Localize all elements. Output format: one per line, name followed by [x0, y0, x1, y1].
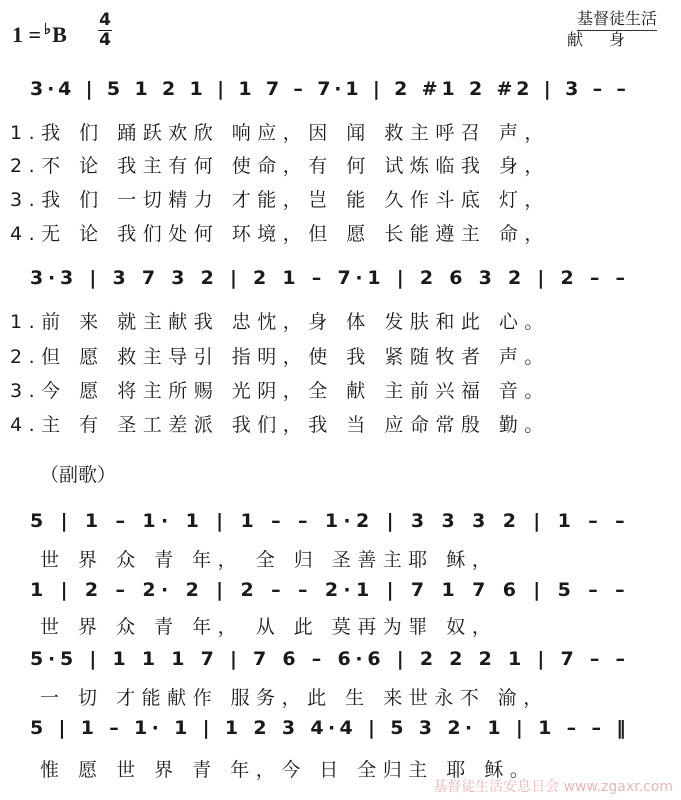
- chorus-notes-3: 5·5 | 1 1 1 7 | 7 6 – 6·6 | 2 2 2 1 | 7 – –: [30, 648, 630, 670]
- chorus-lyric-4: 惟 愿 世 界 青 年，今 日 全归主 耶 稣。: [40, 759, 536, 781]
- chorus-label: （副歌）: [40, 464, 117, 486]
- verse1-lyric-1: 1.我 们 踊跃欢欣 响应，因 闻 救主呼召 声，: [10, 122, 550, 144]
- verse2-notes: 3·3 | 3 7 3 2 | 2 1 – 7·1 | 2 6 3 2 | 2 – –: [30, 267, 630, 289]
- verse1-notes: 3·4 | 5 1 2 1 | 1 7 – 7·1 | 2 #1 2 #2 | 3 – –: [30, 78, 630, 100]
- chorus-lyric-2: 世 界 众 青 年， 从 此 莫再为罪 奴，: [40, 616, 498, 638]
- verse1-lyric-3: 3.我 们 一切精力 才能，岂 能 久作斗底 灯，: [10, 189, 550, 211]
- key-prefix: 1 =: [12, 22, 42, 47]
- chorus-notes-4: 5 | 1 – 1· 1 | 1 2 3 4·4 | 5 3 2· 1 | 1 – – ‖: [30, 717, 631, 739]
- verse1-lyric-2: 2.不 论 我主有何 使命，有 何 试炼临我 身，: [10, 155, 550, 177]
- chorus-notes-1: 5 | 1 – 1· 1 | 1 – – 1·2 | 3 3 3 2 | 1 – –: [30, 510, 630, 532]
- chorus-lyric-3: 一 切 才能献作 服务，此 生 来世永不 渝，: [40, 687, 549, 709]
- key-note: B: [52, 22, 67, 47]
- time-signature: [98, 12, 112, 49]
- verse1-lyric-4: 4.无 论 我们处何 环境，但 愿 长能遵主 命，: [10, 223, 550, 245]
- meter-bottom: 4: [99, 30, 111, 50]
- verse2-lyric-3: 3.今 愿 将主所赐 光阴，全 献 主前兴福 音。: [10, 380, 550, 402]
- flat-sign: ♭: [44, 22, 52, 38]
- credit-title: 献身: [566, 30, 651, 49]
- chorus-lyric-1: 世 界 众 青 年， 全 归 圣善主耶 稣，: [40, 549, 498, 571]
- verse2-lyric-1: 1.前 来 就主献我 忠忱，身 体 发肤和此 心。: [10, 311, 550, 333]
- meter-top: 4: [99, 10, 111, 30]
- verse2-lyric-2: 2.但 愿 救主导引 指明，使 我 紧随牧者 声。: [10, 346, 550, 368]
- verse2-lyric-4: 4.主 有 圣工差派 我们，我 当 应命常殷 勤。: [10, 414, 550, 436]
- chorus-notes-2: 1 | 2 – 2· 2 | 2 – – 2·1 | 7 1 7 6 | 5 – –: [30, 579, 630, 601]
- credit-source: 基督徒生活: [577, 6, 657, 31]
- watermark: 基督徒生活安息日会 www.zgaxr.com: [433, 779, 673, 795]
- key-signature: [12, 22, 67, 48]
